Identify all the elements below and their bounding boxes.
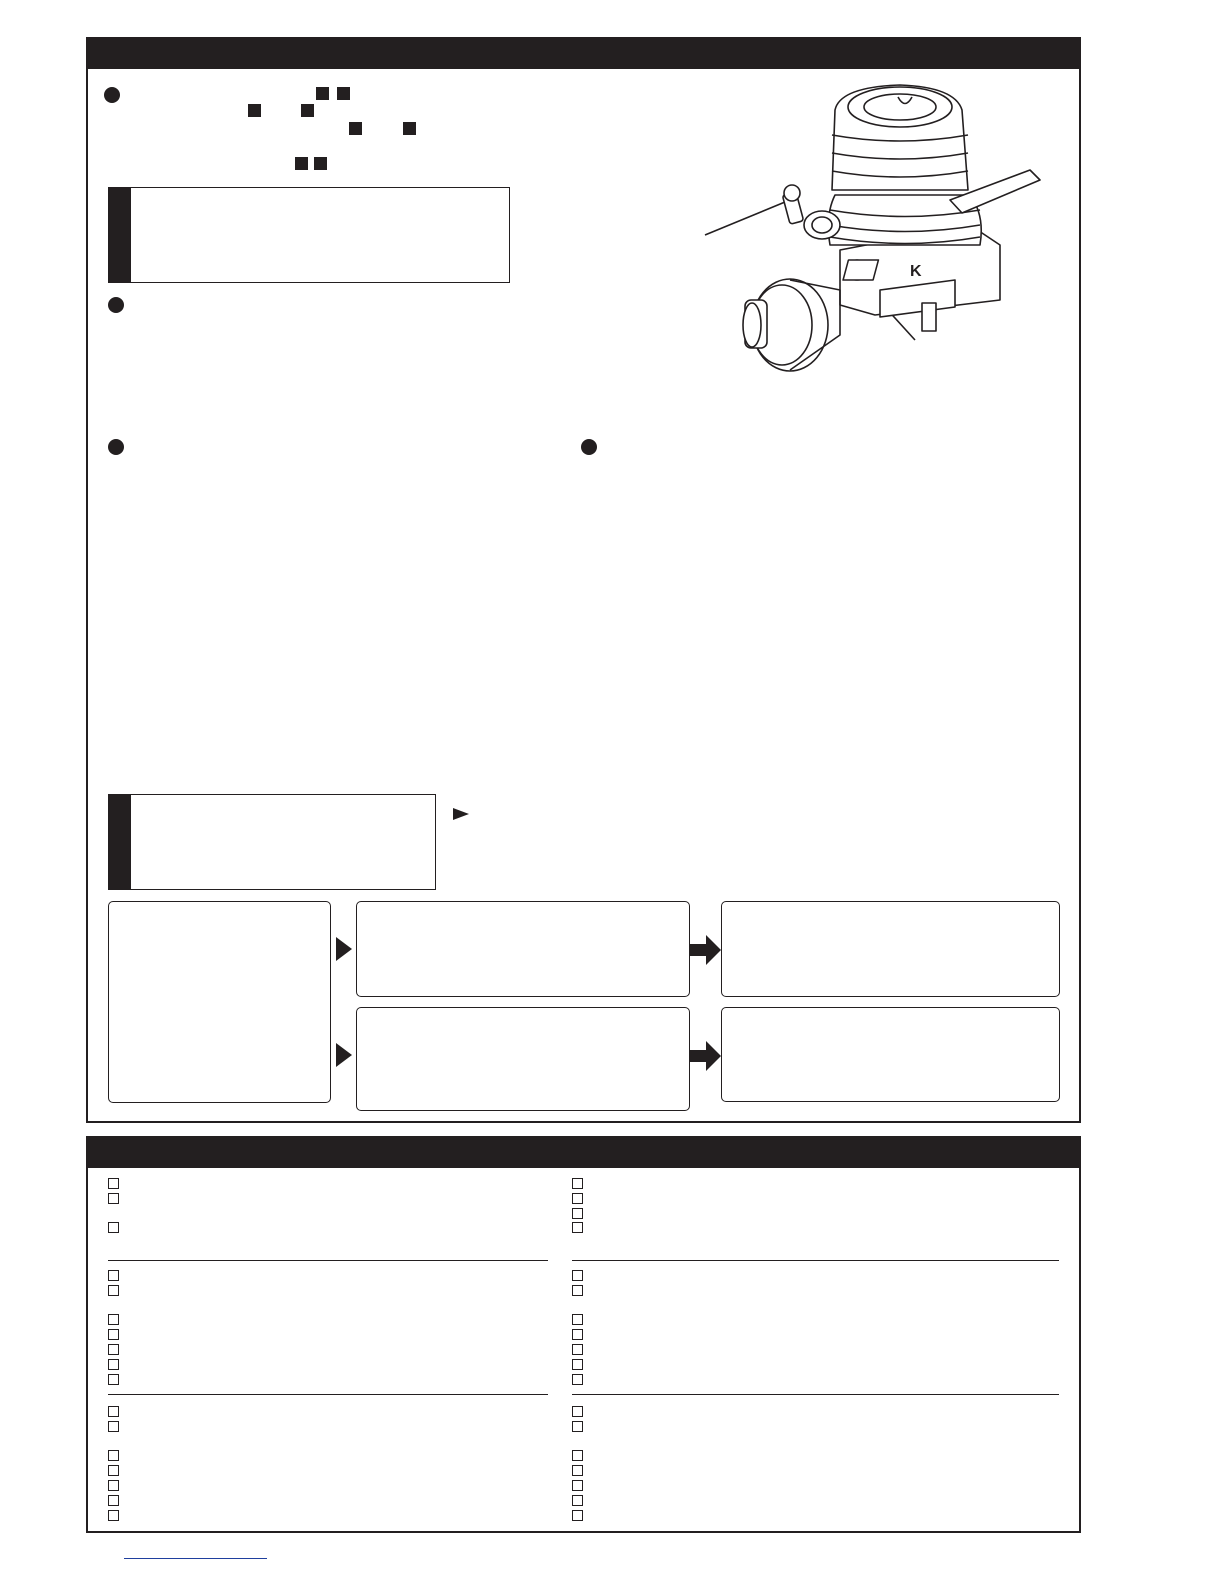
bullet-4 xyxy=(581,439,597,455)
checkbox[interactable] xyxy=(572,1421,583,1432)
divider xyxy=(572,1394,1059,1395)
ref-marker xyxy=(248,104,261,117)
flow-arrow-icon xyxy=(336,937,352,961)
caution-note-box xyxy=(108,187,510,283)
bullet-3 xyxy=(108,439,124,455)
checkbox[interactable] xyxy=(108,1222,119,1233)
checkbox[interactable] xyxy=(572,1329,583,1340)
divider xyxy=(108,1260,548,1261)
checkbox[interactable] xyxy=(572,1480,583,1491)
caution-note-bar xyxy=(109,795,131,889)
section-header-bar xyxy=(88,1138,1079,1168)
checkbox[interactable] xyxy=(108,1193,119,1204)
flow-step-box xyxy=(356,1007,690,1111)
divider xyxy=(108,1394,548,1395)
checklist-panel xyxy=(86,1136,1081,1533)
flow-arrow-icon xyxy=(336,1043,352,1067)
flow-arrow-icon xyxy=(690,935,722,965)
checkbox[interactable] xyxy=(572,1374,583,1385)
checkbox[interactable] xyxy=(108,1495,119,1506)
checkbox[interactable] xyxy=(108,1406,119,1417)
checkbox[interactable] xyxy=(108,1270,119,1281)
checkbox[interactable] xyxy=(108,1421,119,1432)
engine-illustration xyxy=(700,75,1060,375)
ref-marker xyxy=(337,87,350,100)
checkbox[interactable] xyxy=(572,1285,583,1296)
checkbox[interactable] xyxy=(572,1178,583,1189)
checkbox[interactable] xyxy=(572,1208,583,1219)
checkbox[interactable] xyxy=(108,1314,119,1325)
checkbox[interactable] xyxy=(572,1222,583,1233)
divider xyxy=(572,1260,1059,1261)
ref-marker xyxy=(349,122,362,135)
checkbox[interactable] xyxy=(108,1329,119,1340)
engine-badge-letter: K xyxy=(910,263,922,280)
checkbox[interactable] xyxy=(572,1359,583,1370)
checkbox[interactable] xyxy=(572,1193,583,1204)
flow-result-box xyxy=(721,1007,1060,1102)
flow-result-box xyxy=(721,901,1060,997)
checkbox[interactable] xyxy=(572,1450,583,1461)
bullet-2 xyxy=(108,297,124,313)
checkbox[interactable] xyxy=(572,1495,583,1506)
flow-start-box xyxy=(108,901,331,1103)
ref-marker xyxy=(403,122,416,135)
checkbox[interactable] xyxy=(108,1178,119,1189)
section-header-bar xyxy=(88,39,1079,69)
checkbox[interactable] xyxy=(108,1450,119,1461)
checkbox[interactable] xyxy=(572,1270,583,1281)
pointer-arrow-icon xyxy=(452,807,470,821)
flow-step-box xyxy=(356,901,690,997)
caution-note-bar xyxy=(109,188,131,282)
checkbox[interactable] xyxy=(108,1374,119,1385)
checkbox[interactable] xyxy=(108,1359,119,1370)
checkbox[interactable] xyxy=(572,1314,583,1325)
ref-marker xyxy=(295,157,308,170)
checkbox[interactable] xyxy=(572,1510,583,1521)
checkbox[interactable] xyxy=(108,1480,119,1491)
bullet-1 xyxy=(104,87,120,103)
caution-note-box-2 xyxy=(108,794,436,890)
checkbox[interactable] xyxy=(108,1465,119,1476)
checkbox[interactable] xyxy=(572,1465,583,1476)
ref-marker xyxy=(301,104,314,117)
footer-link[interactable] xyxy=(124,1558,267,1559)
ref-marker xyxy=(316,87,329,100)
checkbox[interactable] xyxy=(572,1344,583,1355)
checkbox[interactable] xyxy=(108,1510,119,1521)
ref-marker xyxy=(314,157,327,170)
checkbox[interactable] xyxy=(108,1344,119,1355)
checkbox[interactable] xyxy=(572,1406,583,1417)
checkbox[interactable] xyxy=(108,1285,119,1296)
flow-arrow-icon xyxy=(690,1041,722,1071)
